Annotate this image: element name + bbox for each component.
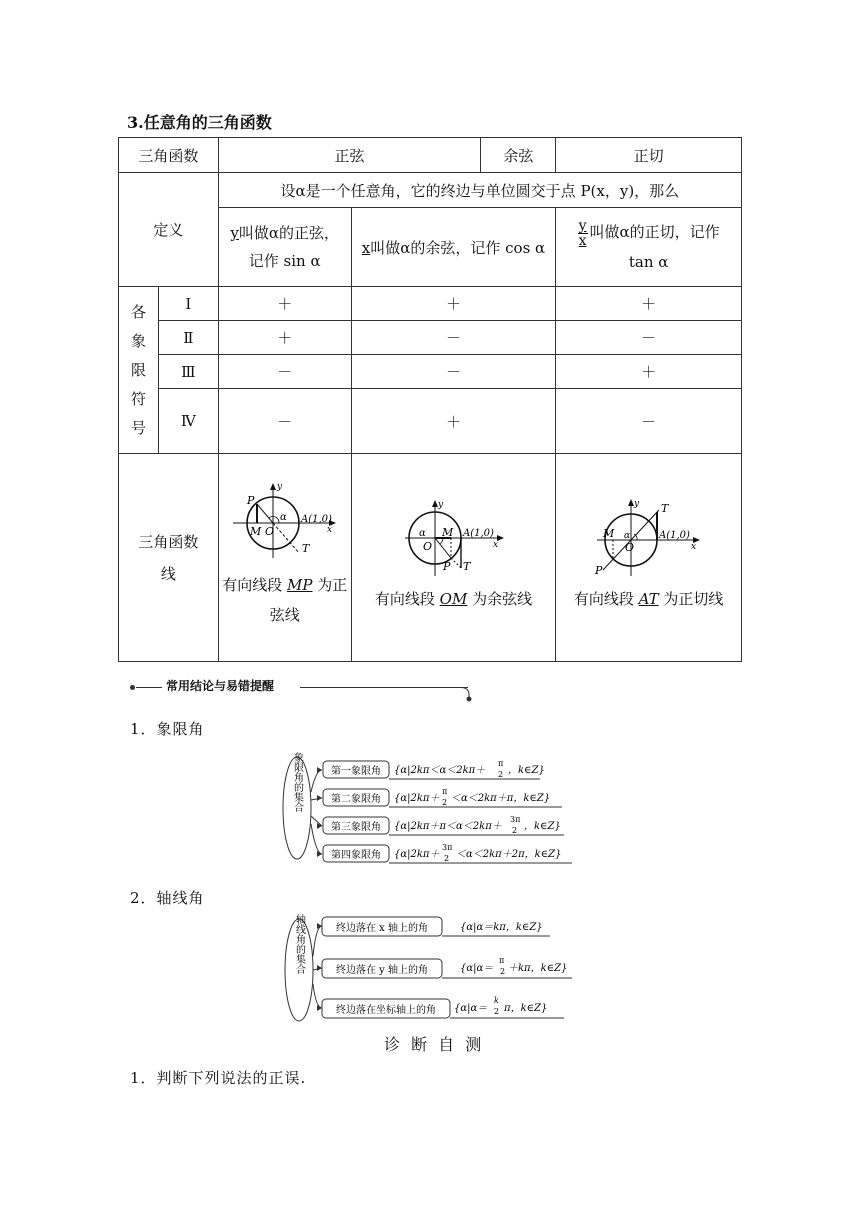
root-label: 轴线角的集合	[293, 914, 305, 974]
tan-definition	[556, 208, 742, 287]
quadrant-row	[323, 759, 545, 779]
row-formula: {α|α＝kπ，k∈Z}	[460, 922, 543, 933]
label-o: O	[264, 525, 274, 538]
label-t: T	[463, 560, 471, 573]
item2-title: 2．轴线角	[130, 889, 205, 907]
header-cos: 余弦	[481, 138, 556, 173]
sign-sin: －	[218, 389, 351, 454]
row-formula: {α|α＝	[460, 963, 494, 974]
label-p: P	[594, 564, 603, 577]
signs-char: 号	[130, 418, 146, 437]
frac-den: 2	[498, 770, 504, 779]
sign-cos: ＋	[351, 287, 556, 321]
row-name: 第三象限角	[331, 822, 381, 833]
trig-function-table	[118, 137, 742, 662]
caption-post: 为余弦线	[467, 590, 533, 608]
label-alpha: α	[279, 512, 287, 523]
frac-den: 2	[444, 854, 450, 863]
sin-var: y	[230, 224, 239, 242]
signs-char: 符	[130, 389, 146, 408]
axis-row	[322, 996, 564, 1018]
sin-def-text: 叫做α的正弦，	[238, 224, 340, 242]
label-o: O	[624, 541, 634, 554]
frac-num: π	[499, 956, 505, 965]
axis-row	[322, 956, 572, 978]
label-y: y	[438, 500, 444, 510]
row-name: 终边落在 y 轴上的角	[335, 965, 429, 976]
quadrant-angle-diagram	[280, 752, 580, 864]
row-formula: {α|2kπ＋	[394, 849, 440, 860]
sign-cos: －	[351, 321, 556, 355]
item1-title: 1．象限角	[130, 720, 205, 738]
banner-dot-icon	[130, 685, 135, 690]
segment-om: OM	[439, 590, 468, 608]
banner-line	[300, 687, 468, 688]
label-a: A(1,0)	[300, 514, 332, 525]
tan-num: y	[578, 217, 587, 234]
quadrant-row	[323, 787, 562, 807]
frac-num: k	[494, 996, 499, 1005]
row-formula: ＜α＜2kπ＋π，k∈Z}	[451, 793, 551, 804]
row-formula: ＜α＜2kπ＋2π，k∈Z}	[456, 849, 562, 860]
banner-line	[136, 687, 162, 688]
row-name: 终边落在坐标轴上的角	[336, 1005, 436, 1016]
label-m: M	[602, 527, 614, 540]
sign-tan: ＋	[556, 355, 742, 389]
quadrant-label: Ⅲ	[158, 355, 218, 389]
cos-definition	[351, 208, 556, 287]
sign-tan: －	[556, 321, 742, 355]
label-alpha: α	[419, 528, 427, 539]
label-t: T	[301, 542, 310, 555]
sin-definition	[218, 208, 351, 287]
cos-var: x	[361, 238, 371, 257]
label-y: y	[276, 482, 282, 492]
tan-den: x	[578, 232, 587, 249]
row-formula: {α|2kπ＋	[394, 793, 440, 804]
frac-den: 2	[512, 826, 518, 835]
quadrant-row	[323, 815, 564, 835]
quadrant-label: Ⅰ	[158, 287, 218, 321]
row-formula: {α|2kπ＋π＜α＜2kπ＋	[394, 821, 502, 832]
signs-char: 各	[130, 302, 146, 321]
caption-pre: 有向线段	[222, 576, 287, 594]
label-x: x	[493, 540, 499, 550]
segment-at: AT	[638, 590, 659, 608]
cosine-line-caption	[352, 584, 556, 614]
header-tan: 正切	[556, 138, 742, 173]
quadrant-row	[323, 843, 572, 863]
tangent-line-diagram	[589, 498, 709, 578]
caption-pre: 有向线段	[374, 590, 440, 608]
row-name: 终边落在 x 轴上的角	[336, 923, 428, 934]
caption-post: 为正弦线	[269, 576, 348, 624]
tangent-line-caption	[556, 584, 741, 614]
row-name: 第一象限角	[331, 766, 381, 777]
trig-lines-label: 三角函数线	[119, 454, 219, 662]
signs-char: 象	[130, 331, 146, 350]
tan-fraction	[578, 219, 588, 248]
label-a: A(1,0)	[463, 528, 495, 539]
sign-cos: －	[351, 355, 556, 389]
definition-label: 定义	[119, 173, 219, 287]
banner-hook-icon	[460, 687, 474, 703]
sign-sin: ＋	[218, 287, 351, 321]
row-formula: ＋kπ，k∈Z}	[508, 963, 568, 974]
row-formula: ，k∈Z}	[524, 821, 561, 832]
axis-angle-diagram	[282, 914, 577, 1024]
tan-def-text: 叫做α的正切，记作	[589, 223, 720, 242]
label-alpha: α	[623, 531, 630, 541]
question-1: 1．判断下列说法的正误.	[130, 1069, 307, 1087]
row-formula: {α|2kπ＜α＜2kπ＋	[394, 765, 486, 776]
segment-mp: MP	[286, 576, 313, 594]
header-sin: 正弦	[218, 138, 481, 173]
frac-num: π	[498, 759, 504, 768]
label-p: P	[246, 494, 255, 507]
caption-post: 为正切线	[658, 590, 724, 608]
quadrant-label: Ⅳ	[158, 389, 218, 454]
caption-pre: 有向线段	[573, 590, 639, 608]
note-banner	[130, 677, 475, 701]
label-a: A(1,0)	[658, 530, 690, 541]
banner-label: 常用结论与易错提醒	[166, 679, 275, 693]
label-x: x	[326, 525, 332, 535]
root-label: 象限角的集合	[291, 752, 303, 812]
row-formula: ，k∈Z}	[508, 765, 545, 776]
label-m: M	[442, 526, 454, 539]
label-t: T	[660, 502, 668, 515]
frac-num: 3π	[442, 843, 453, 852]
sign-tan: －	[556, 389, 742, 454]
row-name: 第四象限角	[331, 850, 381, 861]
tan-notation: tan α	[628, 252, 669, 271]
frac-den: 2	[500, 967, 506, 976]
sin-notation: 记作 sin α	[248, 252, 321, 270]
sine-line-cell	[218, 454, 351, 662]
header-func: 三角函数	[119, 138, 219, 173]
signs-char: 限	[130, 360, 146, 379]
cosine-line-diagram	[393, 498, 513, 578]
sign-sin: ＋	[218, 321, 351, 355]
sine-line-caption	[219, 570, 351, 630]
cosine-line-cell	[351, 454, 556, 662]
self-test-heading: 诊 断 自 测	[384, 1035, 485, 1054]
sine-line-diagram	[225, 480, 345, 560]
tangent-line-cell	[556, 454, 742, 662]
frac-num: π	[442, 787, 448, 796]
frac-num: 3π	[510, 815, 521, 824]
definition-intro: 设α是一个任意角，它的终边与单位圆交于点 P(x，y)，那么	[218, 173, 741, 208]
row-formula: {α|α＝	[454, 1003, 488, 1014]
sign-cos: ＋	[351, 389, 556, 454]
label-o: O	[423, 540, 433, 553]
frac-den: 2	[494, 1007, 500, 1016]
section-title: 3.任意角的三角函数	[127, 113, 272, 132]
signs-label	[119, 287, 159, 454]
cos-def-text: 叫做α的余弦，记作 cos α	[370, 238, 546, 257]
row-formula: π，k∈Z}	[504, 1003, 548, 1014]
label-m: M	[249, 525, 261, 538]
label-p: P	[443, 560, 451, 573]
label-x: x	[690, 542, 696, 552]
axis-row	[322, 917, 550, 936]
sign-sin: －	[218, 355, 351, 389]
row-name: 第二象限角	[331, 794, 381, 805]
sign-tan: ＋	[556, 287, 742, 321]
frac-den: 2	[442, 798, 448, 807]
label-y: y	[633, 499, 639, 509]
quadrant-label: Ⅱ	[158, 321, 218, 355]
